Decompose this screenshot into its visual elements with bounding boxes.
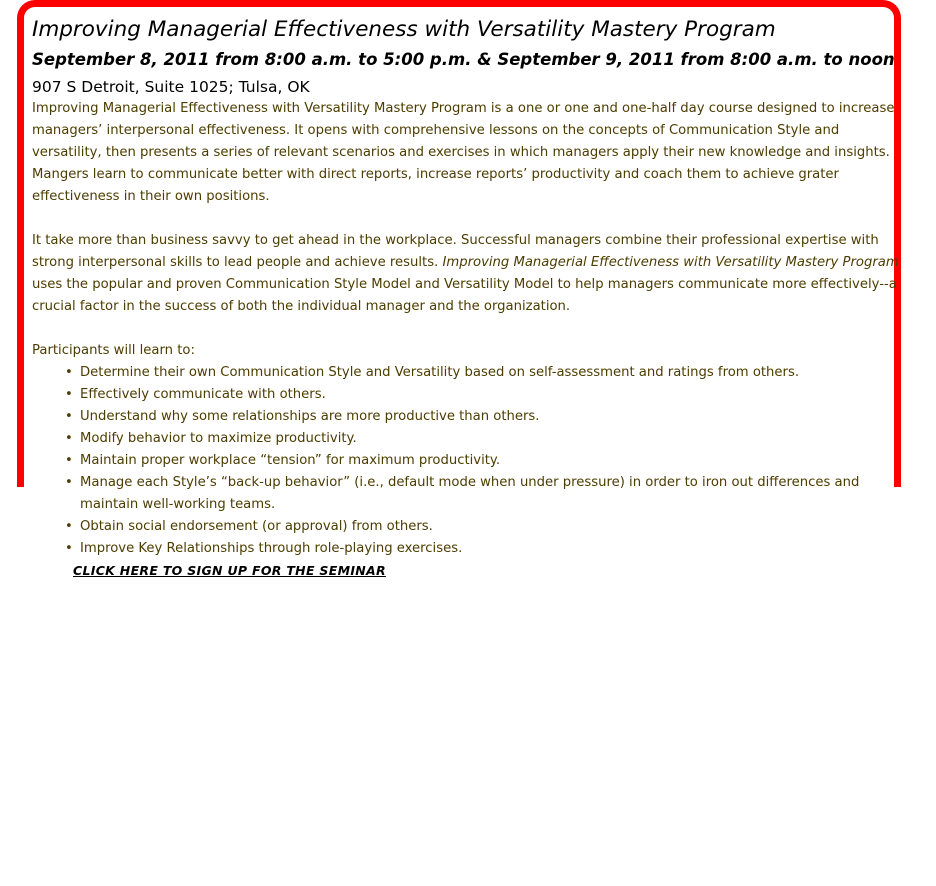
seminar-title: Improving Managerial Effectiveness with Versatility Mastery Program — [32, 17, 776, 42]
list-item-text: Maintain proper workplace “tension” for maximum productivity. — [80, 453, 501, 468]
list-item-text: Effectively communicate with others. — [80, 387, 326, 402]
bullet-icon: • — [65, 519, 73, 534]
list-item-text: Modify behavior to maximize productivity. — [80, 431, 357, 446]
list-item — [65, 406, 904, 428]
seminar-address: 907 S Detroit, Suite 1025; Tulsa, OK — [32, 78, 310, 96]
bullet-icon: • — [65, 409, 73, 424]
seminar-dates: September 8, 2011 from 8:00 a.m. to 5:00 p.m. & September 9, 2011 from 8:00 a.m. to noon — [32, 50, 895, 69]
program-name-italic: Improving Managerial Effectiveness with Versatility Mastery Program — [442, 255, 899, 270]
list-item — [65, 472, 904, 516]
learning-objectives-list — [32, 362, 904, 560]
list-item-text: Understand why some relationships are more productive than others. — [80, 409, 540, 424]
bullet-icon: • — [65, 541, 73, 556]
bullet-icon: • — [65, 431, 73, 446]
list-item — [65, 428, 904, 450]
paragraph-2-text-end: uses the popular and proven Communication Style Model and Versatility Model to help managers communicate more effectively--a crucial factor in the success of both the individual manager and the organization. — [32, 277, 897, 314]
description-paragraph-2 — [32, 230, 904, 318]
list-item-text: Manage each Style’s “back-up behavior” (i.e., default mode when under pressure) in order to iron out differences and maintain well-working teams. — [80, 475, 860, 512]
list-item — [65, 362, 904, 384]
list-item-text: Determine their own Communication Style and Versatility based on self-assessment and ratings from others. — [80, 365, 800, 380]
paragraph-2-text-start: It take more than business savvy to get ahead in the workplace. Successful managers combine their professional expertise with strong interpersonal skills to lead people and achieve results. — [32, 233, 879, 270]
list-item — [65, 450, 904, 472]
bullet-icon: • — [65, 475, 73, 490]
paragraph-spacer — [32, 208, 907, 230]
bullet-icon: • — [65, 453, 73, 468]
bullet-icon: • — [65, 387, 73, 402]
list-item-text: Obtain social endorsement (or approval) from others. — [80, 519, 433, 534]
list-item-text: Improve Key Relationships through role-playing exercises. — [80, 541, 463, 556]
list-item — [65, 516, 904, 538]
list-item — [65, 538, 904, 560]
list-item — [65, 384, 904, 406]
learn-intro: Participants will learn to: — [32, 343, 195, 358]
bullet-icon: • — [65, 365, 73, 380]
paragraph-spacer — [32, 318, 907, 340]
seminar-content — [32, 14, 907, 581]
signup-link[interactable]: CLICK HERE TO SIGN UP FOR THE SEMINAR — [73, 563, 386, 578]
description-paragraph-1: Improving Managerial Effectiveness with Versatility Mastery Program is a one or one and one-half day course designed to increase managers’ interpersonal effectiveness. It opens with comprehensive lessons on the concepts of Communication Style and versatility, then presents a series of relevant scenarios and exercises in which managers apply their new knowledge and insights. Mangers learn to communicate better with direct reports, increase reports’ productivity and coach them to achieve grater effectiveness in their own positions. — [32, 101, 895, 204]
